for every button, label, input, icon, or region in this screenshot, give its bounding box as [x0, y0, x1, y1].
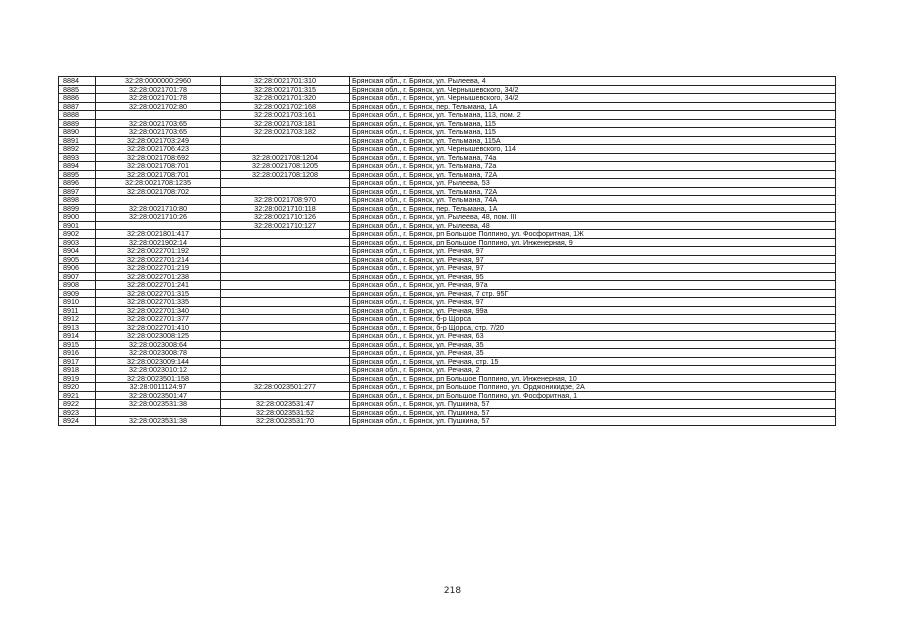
- land-parcel-number-cell: 32:28:0021703:65: [96, 128, 221, 137]
- land-parcel-number-cell: 32:28:0022701:192: [96, 247, 221, 256]
- land-parcel-number-cell: 32:28:0021706:423: [96, 145, 221, 154]
- land-parcel-number-cell: 32:28:0021710:80: [96, 204, 221, 213]
- row-number-cell: 8899: [59, 204, 96, 213]
- land-parcel-number-cell: 32:28:0021703:65: [96, 119, 221, 128]
- row-number-cell: 8896: [59, 179, 96, 188]
- building-number-cell: [221, 349, 350, 358]
- land-parcel-number-cell: 32:28:0022701:241: [96, 281, 221, 290]
- land-parcel-number-cell: 32:28:0021708:1235: [96, 179, 221, 188]
- building-number-cell: 32:28:0021701:315: [221, 85, 350, 94]
- building-number-cell: [221, 179, 350, 188]
- address-cell: Брянская обл., г. Брянск, ул. Речная, 35: [350, 340, 836, 349]
- land-parcel-number-cell: 32:28:0023531:38: [96, 417, 221, 426]
- address-cell: Брянская обл., г. Брянск, ул. Речная, 99а: [350, 306, 836, 315]
- address-cell: Брянская обл., г. Брянск, ул. Речная, 97: [350, 255, 836, 264]
- row-number-cell: 8913: [59, 323, 96, 332]
- address-cell: Брянская обл., г. Брянск, ул. Речная, 97а: [350, 281, 836, 290]
- row-number-cell: 8889: [59, 119, 96, 128]
- land-parcel-number-cell: 32:28:0023008:64: [96, 340, 221, 349]
- table-row: [59, 111, 836, 120]
- row-number-cell: 8919: [59, 374, 96, 383]
- address-cell: Брянская обл., г. Брянск, ул. Пушкина, 57: [350, 417, 836, 426]
- table-row: [59, 77, 836, 86]
- building-number-cell: 32:28:0023531:52: [221, 408, 350, 417]
- address-cell: Брянская обл., г. Брянск, ул. Речная, 2: [350, 366, 836, 375]
- building-number-cell: 32:28:0021710:126: [221, 213, 350, 222]
- address-cell: Брянская обл., г. Брянск, рп Большое Полпино, ул. Фосфоритная, 1: [350, 391, 836, 400]
- land-parcel-number-cell: 32:28:0021708:701: [96, 162, 221, 171]
- row-number-cell: 8891: [59, 136, 96, 145]
- address-cell: Брянская обл., г. Брянск, ул. Речная, 97: [350, 247, 836, 256]
- row-number-cell: 8884: [59, 77, 96, 86]
- land-parcel-number-cell: 32:28:0021708:692: [96, 153, 221, 162]
- row-number-cell: 8920: [59, 383, 96, 392]
- land-parcel-number-cell: [96, 111, 221, 120]
- row-number-cell: 8921: [59, 391, 96, 400]
- land-parcel-number-cell: 32:28:0022701:238: [96, 272, 221, 281]
- building-number-cell: [221, 230, 350, 239]
- land-parcel-number-cell: 32:28:0021701:78: [96, 85, 221, 94]
- building-number-cell: [221, 357, 350, 366]
- land-parcel-number-cell: 32:28:0021702:80: [96, 102, 221, 111]
- address-cell: Брянская обл., г. Брянск, ул. Чернышевского, 34/2: [350, 85, 836, 94]
- table-row: [59, 145, 836, 154]
- table-row: [59, 289, 836, 298]
- building-number-cell: 32:28:0023531:47: [221, 400, 350, 409]
- building-number-cell: 32:28:0021708:970: [221, 196, 350, 205]
- table-row: [59, 128, 836, 137]
- land-parcel-number-cell: 32:28:0021801:417: [96, 230, 221, 239]
- address-cell: Брянская обл., г. Брянск, ул. Тельмана, 115: [350, 119, 836, 128]
- address-cell: Брянская обл., г. Брянск, пер. Тельмана, 1А: [350, 204, 836, 213]
- row-number-cell: 8912: [59, 315, 96, 324]
- table-row: [59, 383, 836, 392]
- row-number-cell: 8907: [59, 272, 96, 281]
- building-number-cell: 32:28:0021703:161: [221, 111, 350, 120]
- building-number-cell: [221, 315, 350, 324]
- address-cell: Брянская обл., г. Брянск, ул. Тельмана, 72а: [350, 162, 836, 171]
- land-parcel-number-cell: 32:28:0023501:158: [96, 374, 221, 383]
- row-number-cell: 8918: [59, 366, 96, 375]
- land-parcel-number-cell: [96, 196, 221, 205]
- land-parcel-number-cell: 32:28:0021708:702: [96, 187, 221, 196]
- address-cell: Брянская обл., г. Брянск, ул. Тельмана, 115: [350, 128, 836, 137]
- address-cell: Брянская обл., г. Брянск, ул. Речная, 7 стр. 95Г: [350, 289, 836, 298]
- building-number-cell: [221, 255, 350, 264]
- row-number-cell: 8897: [59, 187, 96, 196]
- building-number-cell: [221, 374, 350, 383]
- land-parcel-number-cell: 32:28:0023010:12: [96, 366, 221, 375]
- table-row: [59, 213, 836, 222]
- table-row: [59, 162, 836, 171]
- land-parcel-number-cell: 32:28:0021701:78: [96, 94, 221, 103]
- land-parcel-number-cell: 32:28:0011124:97: [96, 383, 221, 392]
- table-row: [59, 136, 836, 145]
- land-parcel-number-cell: 32:28:0022701:377: [96, 315, 221, 324]
- land-parcel-number-cell: 32:28:0022701:214: [96, 255, 221, 264]
- building-number-cell: [221, 145, 350, 154]
- row-number-cell: 8893: [59, 153, 96, 162]
- building-number-cell: [221, 281, 350, 290]
- building-number-cell: 32:28:0021702:168: [221, 102, 350, 111]
- row-number-cell: 8914: [59, 332, 96, 341]
- table-row: [59, 238, 836, 247]
- address-cell: Брянская обл., г. Брянск, ул. Рылеева, 48, пом. III: [350, 213, 836, 222]
- building-number-cell: [221, 340, 350, 349]
- land-parcel-number-cell: 32:28:0023009:144: [96, 357, 221, 366]
- table-row: [59, 85, 836, 94]
- address-cell: Брянская обл., г. Брянск, пер. Тельмана, 1А: [350, 102, 836, 111]
- land-parcel-number-cell: 32:28:0023008:78: [96, 349, 221, 358]
- building-number-cell: 32:28:0021703:182: [221, 128, 350, 137]
- land-parcel-number-cell: 32:28:0021710:26: [96, 213, 221, 222]
- row-number-cell: 8924: [59, 417, 96, 426]
- land-parcel-number-cell: 32:28:0023531:38: [96, 400, 221, 409]
- row-number-cell: 8886: [59, 94, 96, 103]
- table-row: [59, 374, 836, 383]
- address-cell: Брянская обл., г. Брянск, б-р Щорса, стр. 7/20: [350, 323, 836, 332]
- page-number: 218: [443, 586, 462, 596]
- building-number-cell: [221, 136, 350, 145]
- table-row: [59, 332, 836, 341]
- land-parcel-number-cell: 32:28:0023501:47: [96, 391, 221, 400]
- row-number-cell: 8901: [59, 221, 96, 230]
- table-row: [59, 366, 836, 375]
- row-number-cell: 8885: [59, 85, 96, 94]
- table-row: [59, 400, 836, 409]
- address-cell: Брянская обл., г. Брянск, б-р Щорса: [350, 315, 836, 324]
- land-parcel-number-cell: 32:28:0022701:340: [96, 306, 221, 315]
- table-row: [59, 255, 836, 264]
- table-row: [59, 230, 836, 239]
- building-number-cell: 32:28:0021710:127: [221, 221, 350, 230]
- land-parcel-number-cell: 32:28:0000000:2960: [96, 77, 221, 86]
- row-number-cell: 8923: [59, 408, 96, 417]
- table-row: [59, 323, 836, 332]
- row-number-cell: 8916: [59, 349, 96, 358]
- table-row: [59, 153, 836, 162]
- address-cell: Брянская обл., г. Брянск, рп Большое Полпино, ул. Орджоникидзе, 2А: [350, 383, 836, 392]
- building-number-cell: 32:28:0021710:118: [221, 204, 350, 213]
- row-number-cell: 8911: [59, 306, 96, 315]
- table-row: [59, 102, 836, 111]
- row-number-cell: 8894: [59, 162, 96, 171]
- address-cell: Брянская обл., г. Брянск, рп Большое Полпино, ул. Инженерная, 10: [350, 374, 836, 383]
- land-parcel-number-cell: 32:28:0022701:315: [96, 289, 221, 298]
- address-cell: Брянская обл., г. Брянск, ул. Тельмана, 72А: [350, 187, 836, 196]
- row-number-cell: 8888: [59, 111, 96, 120]
- row-number-cell: 8903: [59, 238, 96, 247]
- building-number-cell: [221, 306, 350, 315]
- table-row: [59, 179, 836, 188]
- building-number-cell: [221, 323, 350, 332]
- land-parcel-number-cell: 32:28:0022701:335: [96, 298, 221, 307]
- address-cell: Брянская обл., г. Брянск, ул. Пушкина, 57: [350, 408, 836, 417]
- land-parcel-number-cell: [96, 408, 221, 417]
- row-number-cell: 8909: [59, 289, 96, 298]
- address-cell: Брянская обл., г. Брянск, ул. Речная, 95: [350, 272, 836, 281]
- address-cell: Брянская обл., г. Брянск, ул. Рылеева, 53: [350, 179, 836, 188]
- address-cell: Брянская обл., г. Брянск, рп Большое Полпино, ул. Фосфоритная, 1Ж: [350, 230, 836, 239]
- table-row: [59, 196, 836, 205]
- row-number-cell: 8910: [59, 298, 96, 307]
- row-number-cell: 8905: [59, 255, 96, 264]
- row-number-cell: 8922: [59, 400, 96, 409]
- land-parcel-number-cell: [96, 221, 221, 230]
- table-row: [59, 298, 836, 307]
- cadastral-table: [58, 76, 836, 426]
- building-number-cell: 32:28:0023531:70: [221, 417, 350, 426]
- table-row: [59, 408, 836, 417]
- building-number-cell: 32:28:0021708:1204: [221, 153, 350, 162]
- table-row: [59, 187, 836, 196]
- building-number-cell: 32:28:0021708:1208: [221, 170, 350, 179]
- row-number-cell: 8908: [59, 281, 96, 290]
- address-cell: Брянская обл., г. Брянск, рп Большое Полпино, ул. Инженерная, 9: [350, 238, 836, 247]
- building-number-cell: [221, 272, 350, 281]
- table-row: [59, 391, 836, 400]
- land-parcel-number-cell: 32:28:0022701:219: [96, 264, 221, 273]
- row-number-cell: 8892: [59, 145, 96, 154]
- address-cell: Брянская обл., г. Брянск, ул. Чернышевского, 114: [350, 145, 836, 154]
- table-row: [59, 357, 836, 366]
- address-cell: Брянская обл., г. Брянск, ул. Речная, 63: [350, 332, 836, 341]
- building-number-cell: [221, 289, 350, 298]
- row-number-cell: 8900: [59, 213, 96, 222]
- building-number-cell: 32:28:0021708:1205: [221, 162, 350, 171]
- row-number-cell: 8917: [59, 357, 96, 366]
- row-number-cell: 8906: [59, 264, 96, 273]
- building-number-cell: [221, 366, 350, 375]
- building-number-cell: [221, 391, 350, 400]
- table-row: [59, 94, 836, 103]
- table-row: [59, 281, 836, 290]
- row-number-cell: 8890: [59, 128, 96, 137]
- address-cell: Брянская обл., г. Брянск, ул. Речная, стр. 15: [350, 357, 836, 366]
- land-parcel-number-cell: 32:28:0022701:410: [96, 323, 221, 332]
- table-row: [59, 349, 836, 358]
- table-row: [59, 315, 836, 324]
- row-number-cell: 8898: [59, 196, 96, 205]
- land-parcel-number-cell: 32:28:0021708:701: [96, 170, 221, 179]
- address-cell: Брянская обл., г. Брянск, ул. Речная, 97: [350, 298, 836, 307]
- table-row: [59, 119, 836, 128]
- address-cell: Брянская обл., г. Брянск, ул. Тельмана, 74А: [350, 196, 836, 205]
- address-cell: Брянская обл., г. Брянск, ул. Рылеева, 4: [350, 77, 836, 86]
- building-number-cell: 32:28:0021703:181: [221, 119, 350, 128]
- table-row: [59, 306, 836, 315]
- table-row: [59, 204, 836, 213]
- row-number-cell: 8895: [59, 170, 96, 179]
- row-number-cell: 8902: [59, 230, 96, 239]
- land-parcel-number-cell: 32:28:0021703:249: [96, 136, 221, 145]
- address-cell: Брянская обл., г. Брянск, ул. Тельмана, 72А: [350, 170, 836, 179]
- building-number-cell: [221, 298, 350, 307]
- land-parcel-number-cell: 32:28:0023008:125: [96, 332, 221, 341]
- address-cell: Брянская обл., г. Брянск, ул. Тельмана, 113, пом. 2: [350, 111, 836, 120]
- building-number-cell: [221, 238, 350, 247]
- building-number-cell: [221, 332, 350, 341]
- address-cell: Брянская обл., г. Брянск, ул. Тельмана, 74а: [350, 153, 836, 162]
- table-row: [59, 340, 836, 349]
- address-cell: Брянская обл., г. Брянск, ул. Тельмана, 115А: [350, 136, 836, 145]
- table-row: [59, 170, 836, 179]
- address-cell: Брянская обл., г. Брянск, ул. Рылеева, 48: [350, 221, 836, 230]
- building-number-cell: [221, 247, 350, 256]
- building-number-cell: 32:28:0023501:277: [221, 383, 350, 392]
- table-row: [59, 272, 836, 281]
- cadastral-table-body: [59, 77, 836, 426]
- table-row: [59, 221, 836, 230]
- address-cell: Брянская обл., г. Брянск, ул. Речная, 35: [350, 349, 836, 358]
- land-parcel-number-cell: 32:28:0021902:14: [96, 238, 221, 247]
- building-number-cell: 32:28:0021701:310: [221, 77, 350, 86]
- building-number-cell: [221, 187, 350, 196]
- table-row: [59, 417, 836, 426]
- building-number-cell: 32:28:0021701:320: [221, 94, 350, 103]
- table-row: [59, 264, 836, 273]
- address-cell: Брянская обл., г. Брянск, ул. Пушкина, 57: [350, 400, 836, 409]
- row-number-cell: 8915: [59, 340, 96, 349]
- building-number-cell: [221, 264, 350, 273]
- row-number-cell: 8887: [59, 102, 96, 111]
- row-number-cell: 8904: [59, 247, 96, 256]
- address-cell: Брянская обл., г. Брянск, ул. Чернышевского, 34/2: [350, 94, 836, 103]
- table-row: [59, 247, 836, 256]
- address-cell: Брянская обл., г. Брянск, ул. Речная, 97: [350, 264, 836, 273]
